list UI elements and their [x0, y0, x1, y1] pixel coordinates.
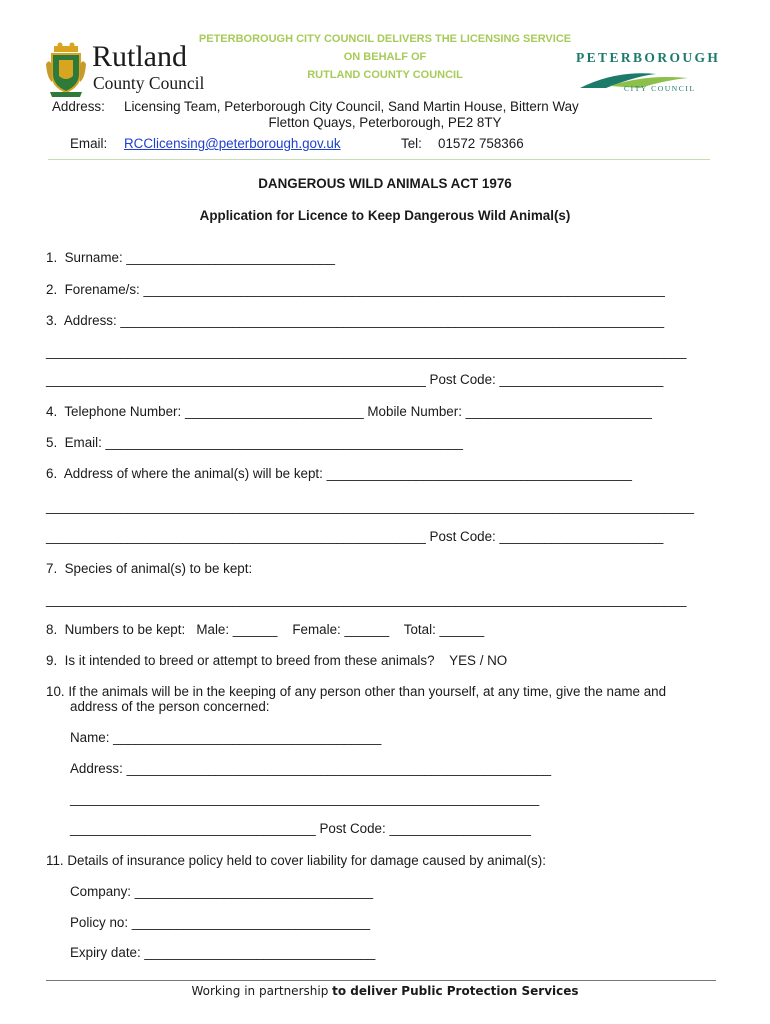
header-divider: [48, 159, 710, 160]
q5-email[interactable]: 5. Email: ________________________________________________: [46, 435, 463, 450]
address-label: Address:: [52, 99, 105, 114]
q10-keeper-question: 10. If the animals will be in the keeping of any person other than yourself, at any time, give the name and: [46, 684, 667, 699]
tel-number: 01572 758366: [438, 136, 524, 151]
q1-surname[interactable]: 1. Surname: ____________________________: [46, 250, 335, 265]
footer-text-bold: to deliver Public Protection Services: [332, 984, 579, 998]
q3-address-line-2[interactable]: ______________________________________________________________________________________: [46, 344, 687, 359]
q11-insurance-question: 11. Details of insurance policy held to cover liability for damage caused by animal(s):: [46, 853, 546, 868]
q9-breeding[interactable]: 9. Is it intended to breed or attempt to breed from these animals? YES / NO: [46, 653, 508, 668]
rutland-logo: [44, 40, 214, 100]
q4-telephone[interactable]: 4. Telephone Number: ________________________ Mobile Number: _________________________: [46, 404, 652, 419]
email-label: Email:: [70, 136, 108, 151]
peterborough-logo: [574, 50, 720, 96]
q7-species-line[interactable]: ______________________________________________________________________________________: [46, 592, 687, 607]
q8-numbers[interactable]: 8. Numbers to be kept: Male: ______ Female: ______ Total: ______: [46, 622, 485, 637]
footer: [0, 984, 770, 998]
address-line-2: Fletton Quays, Peterborough, PE2 8TY: [268, 115, 502, 130]
q10-address[interactable]: Address: _________________________________________________________: [70, 761, 552, 776]
q10-address-line-2[interactable]: _______________________________________________________________: [70, 791, 540, 806]
q2-forenames[interactable]: 2. Forename/s: ______________________________________________________________________: [46, 282, 665, 297]
banner-line-1: PETERBOROUGH CITY COUNCIL DELIVERS THE LICENSING SERVICE: [198, 33, 572, 45]
email-link[interactable]: RCClicensing@peterborough.gov.uk: [124, 136, 341, 151]
peterborough-logo-name: PETERBOROUGH: [576, 50, 721, 65]
q11-policy-no[interactable]: Policy no: ________________________________: [70, 915, 371, 930]
q3-address[interactable]: 3. Address: _________________________________________________________________________: [46, 313, 665, 328]
q6-animal-address[interactable]: 6. Address of where the animal(s) will be kept: _________________________________________: [46, 466, 632, 481]
q7-species: 7. Species of animal(s) to be kept:: [46, 561, 253, 576]
footer-text: Working in partnership: [191, 984, 333, 998]
page-title: DANGEROUS WILD ANIMALS ACT 1976: [258, 176, 512, 191]
rutland-logo-subname: County Council: [93, 73, 205, 93]
peterborough-logo-subname: CITY COUNCIL: [624, 84, 696, 93]
q11-expiry-date[interactable]: Expiry date: _______________________________: [70, 945, 376, 960]
q6-address-postcode[interactable]: ___________________________________________________ Post Code: ______________________: [46, 529, 664, 544]
address-line-1: Licensing Team, Peterborough City Council, Sand Martin House, Bittern Way: [124, 99, 579, 114]
q3-address-postcode[interactable]: ___________________________________________________ Post Code: ______________________: [46, 372, 664, 387]
tel-label: Tel:: [401, 136, 422, 151]
rutland-crest-icon: [44, 42, 88, 98]
q11-company[interactable]: Company: ________________________________: [70, 884, 374, 899]
banner-line-3: RUTLAND COUNTY COUNCIL: [307, 69, 463, 81]
q10-name[interactable]: Name: ____________________________________: [70, 730, 382, 745]
footer-divider: [46, 980, 716, 981]
q10-postcode[interactable]: _________________________________ Post Code: ___________________: [70, 821, 531, 836]
q10-keeper-question-cont: address of the person concerned:: [70, 699, 270, 714]
rutland-logo-name: Rutland: [92, 40, 187, 73]
q6-address-line-2[interactable]: _______________________________________________________________________________________: [46, 499, 694, 514]
banner-line-2: ON BEHALF OF: [343, 51, 427, 63]
page-subtitle: Application for Licence to Keep Dangerous Wild Animal(s): [199, 208, 571, 223]
